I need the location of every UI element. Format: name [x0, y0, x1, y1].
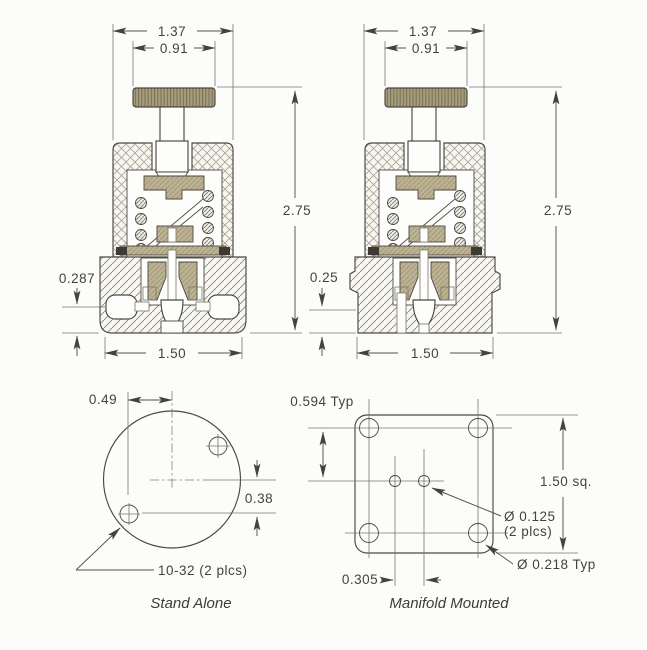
dim-overall-height: 2.75	[543, 203, 573, 218]
dim-body-width: 1.50	[410, 346, 440, 361]
dim-knob-width: 0.91	[411, 41, 441, 56]
inlet-port	[106, 295, 137, 319]
manifold-base	[350, 250, 500, 333]
stand-alone-base	[100, 250, 246, 333]
thread-callout: 10-32 (2 plcs)	[158, 563, 248, 578]
caption-stand-alone: Stand Alone	[150, 595, 232, 612]
callout-corner-hole-dia: Ø 0.218 Typ	[517, 557, 596, 572]
callout-small-hole-dia: Ø 0.125	[504, 509, 556, 524]
regulator-upper-assembly	[113, 88, 233, 257]
dim-hole-pitch: 0.594 Typ	[290, 394, 354, 409]
dim-knob-width: 0.91	[159, 41, 189, 56]
dim-port-height: 0.287	[58, 271, 96, 286]
manifold-bottom-passage	[419, 324, 429, 333]
dim-overall-width: 1.37	[408, 24, 438, 39]
outlet-port	[208, 295, 239, 319]
caption-manifold-mounted: Manifold Mounted	[389, 595, 509, 612]
dim-body-width: 1.50	[157, 346, 187, 361]
dim-hole-offset-y: 0.38	[244, 491, 274, 506]
dim-port-height: 0.25	[309, 270, 339, 285]
stand-alone-bottom-view	[76, 391, 276, 612]
callout-small-hole-qty: (2 plcs)	[504, 524, 553, 539]
manifold-bottom-view	[290, 394, 596, 612]
dim-plate-size: 1.50 sq.	[539, 474, 593, 489]
dim-hole-offset-x: 0.49	[88, 392, 118, 407]
regulator-upper-assembly	[365, 88, 485, 257]
dim-small-hole-spacing: 0.305	[341, 572, 379, 587]
manifold-side-passage	[397, 293, 406, 333]
manifold-section-view	[309, 24, 572, 361]
stand-alone-section-view	[59, 24, 311, 361]
dim-overall-width: 1.37	[157, 24, 187, 39]
dim-overall-height: 2.75	[282, 203, 312, 218]
